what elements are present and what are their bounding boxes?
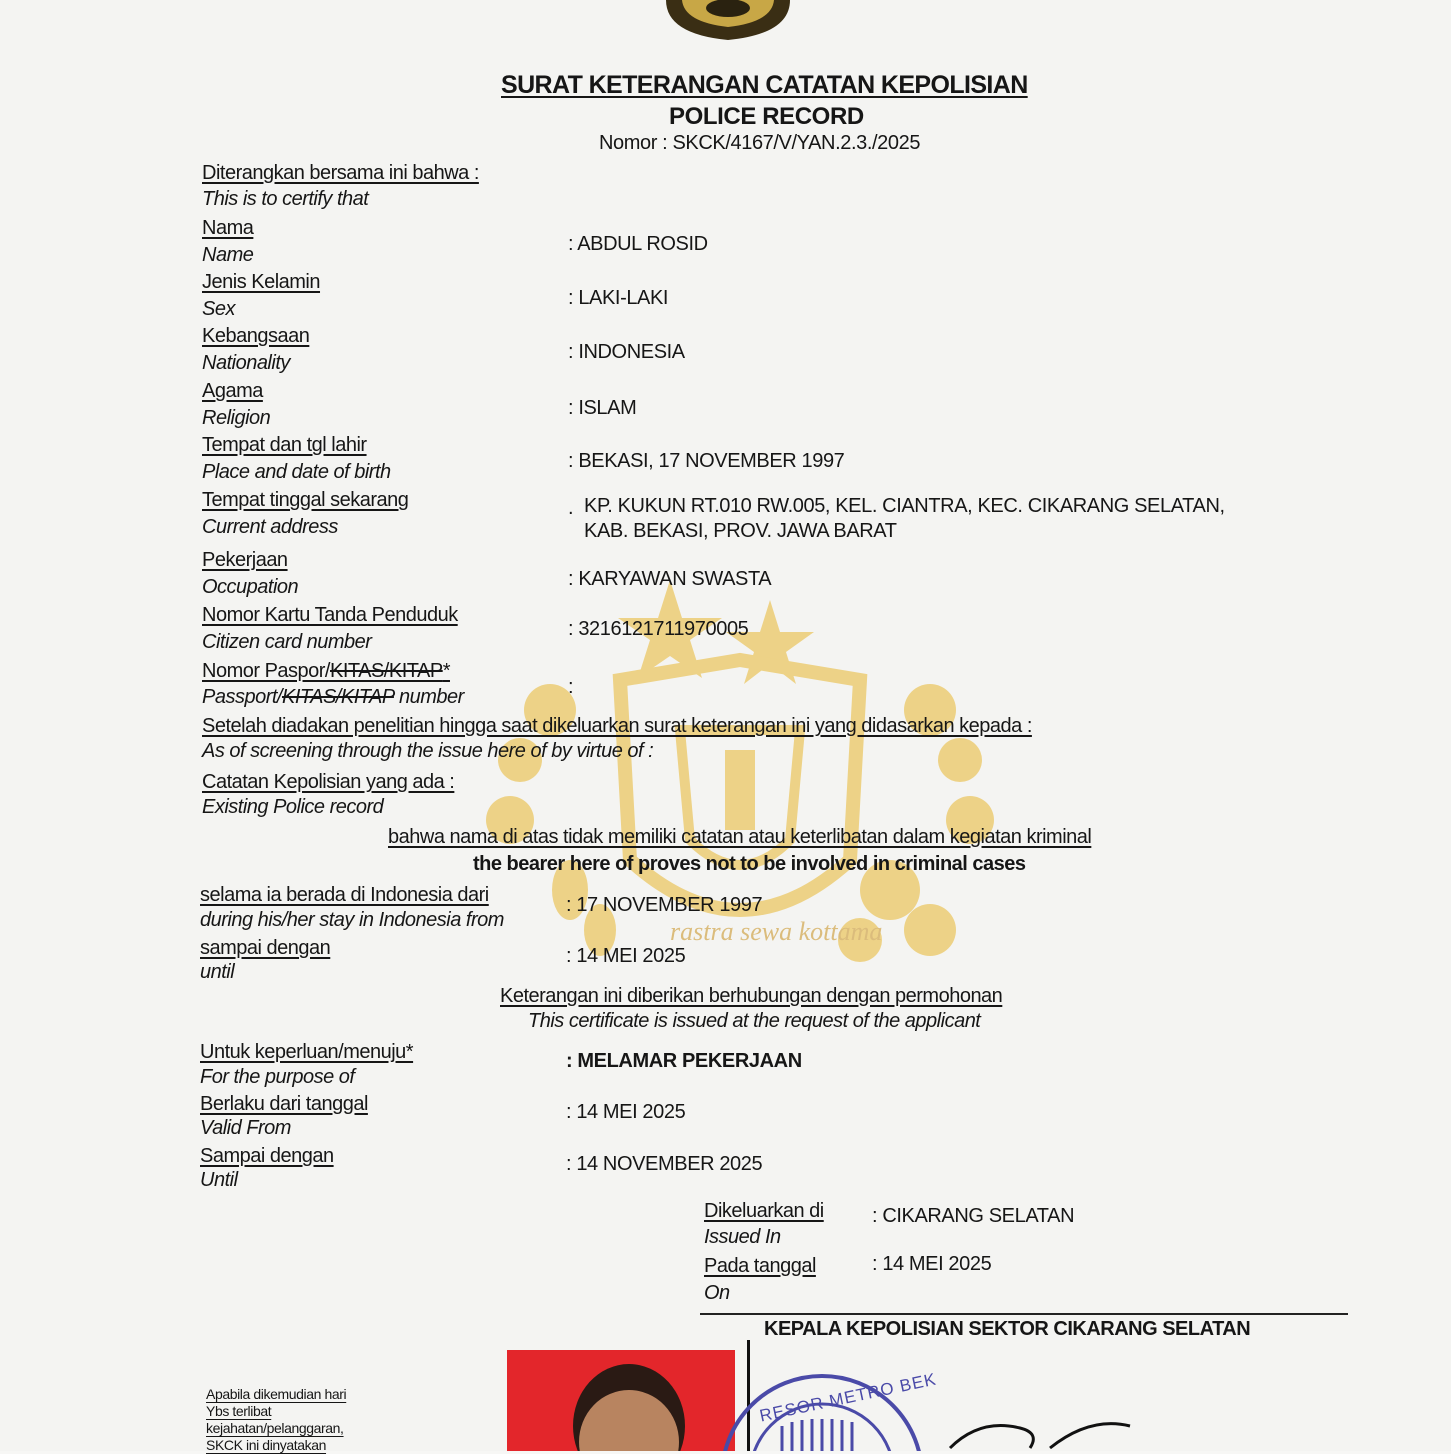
signature-divider (700, 1313, 1348, 1315)
field-label: Tempat dan tgl lahir (202, 434, 367, 456)
passport-label: Nomor Paspor/KITAS/KITAP* (202, 660, 450, 682)
field-label-en: Place and date of birth (202, 461, 391, 483)
note-line: kejahatan/pelanggaran, (206, 1420, 344, 1436)
address-value-line2: KAB. BEKASI, PROV. JAWA BARAT (584, 520, 897, 542)
birth-value: : BEKASI, 17 NOVEMBER 1997 (568, 450, 845, 472)
document-subtitle: POLICE RECORD (669, 103, 864, 130)
note-line: Apabila dikemudian hari (206, 1386, 347, 1402)
stay-until-label: sampai dengan (200, 937, 331, 959)
request-label-en: This certificate is issued at the request of the applicant (528, 1010, 981, 1032)
note-line: Ybs terlibat (206, 1403, 272, 1419)
field-label-en: Citizen card number (202, 631, 372, 653)
address-value-line1: KP. KUKUN RT.010 RW.005, KEL. CIANTRA, KEC. CIKARANG SELATAN, (584, 495, 1225, 517)
signature (940, 1408, 1140, 1451)
issued-on-label-en: On (704, 1282, 730, 1304)
document-title: SURAT KETERANGAN CATATAN KEPOLISIAN (501, 71, 1028, 99)
citizen-card-value: : 3216121711970005 (568, 618, 749, 640)
intro-label: Diterangkan bersama ini bahwa : (202, 162, 479, 184)
stay-from-value: : 17 NOVEMBER 1997 (566, 894, 763, 916)
watermark-motto: rastra sewa kottama (670, 917, 883, 946)
note-line: SKCK ini dinyatakan (206, 1437, 327, 1453)
valid-from-label: Berlaku dari tanggal (200, 1093, 368, 1115)
purpose-label: Untuk keperluan/menuju* (200, 1041, 414, 1063)
field-label-en: Religion (202, 407, 271, 429)
valid-until-value: : 14 NOVEMBER 2025 (566, 1153, 763, 1175)
religion-value: : ISLAM (568, 397, 637, 419)
field-label: Kebangsaan (202, 325, 310, 347)
field-label: Agama (202, 380, 263, 402)
address-colon: . (568, 497, 574, 519)
purpose-label-en: For the purpose of (200, 1066, 355, 1088)
record-label: Catatan Kepolisian yang ada : (202, 771, 455, 793)
signatory-title: KEPALA KEPOLISIAN SEKTOR CIKARANG SELATAN (764, 1318, 1251, 1340)
intro-label-en: This is to certify that (202, 188, 369, 210)
passport-value: : (568, 676, 574, 698)
stay-until-value: : 14 MEI 2025 (566, 945, 686, 967)
field-label-en: Current address (202, 516, 338, 538)
issued-on-label: Pada tanggal (704, 1255, 816, 1277)
nationality-value: : INDONESIA (568, 341, 685, 363)
issued-in-label: Dikeluarkan di (704, 1200, 824, 1222)
field-label-en: Occupation (202, 576, 299, 598)
occupation-value: : KARYAWAN SWASTA (568, 568, 772, 590)
record-statement-en: the bearer here of proves not to be involved in criminal cases (473, 853, 1026, 875)
issued-in-label-en: Issued In (704, 1226, 781, 1248)
field-label-en: Name (202, 244, 254, 266)
issued-in-value: : CIKARANG SELATAN (872, 1205, 1075, 1227)
field-label: Jenis Kelamin (202, 271, 321, 293)
field-label: Pekerjaan (202, 549, 288, 571)
stay-until-label-en: until (200, 961, 235, 983)
valid-from-label-en: Valid From (200, 1117, 291, 1139)
issued-on-value: : 14 MEI 2025 (872, 1253, 992, 1275)
stay-from-label-en: during his/her stay in Indonesia from (200, 909, 504, 931)
stamp-text: RESOR METRO BEK (757, 1369, 939, 1426)
field-label: Tempat tinggal sekarang (202, 489, 409, 511)
valid-until-label: Sampai dengan (200, 1145, 334, 1167)
field-label: Nomor Kartu Tanda Penduduk (202, 604, 458, 626)
purpose-value: : MELAMAR PEKERJAAN (566, 1050, 802, 1072)
screening-label-en: As of screening through the issue here of by virtue of : (202, 740, 654, 762)
stay-from-label: selama ia berada di Indonesia dari (200, 884, 489, 906)
field-label-en: Nationality (202, 352, 290, 374)
document-number: Nomor : SKCK/4167/V/YAN.2.3./2025 (599, 132, 921, 154)
screening-label: Setelah diadakan penelitian hingga saat dikeluarkan surat keterangan ini yang didasarkan kepada : (202, 715, 1032, 737)
request-label: Keterangan ini diberikan berhubungan dengan permohonan (500, 985, 1003, 1007)
record-label-en: Existing Police record (202, 796, 384, 818)
passport-label-en: Passport/KITAS/KITAP number (202, 686, 464, 708)
field-label: Nama (202, 217, 254, 239)
police-emblem-top (660, 0, 796, 44)
valid-until-label-en: Until (200, 1169, 238, 1191)
valid-from-value: : 14 MEI 2025 (566, 1101, 686, 1123)
sex-value: : LAKI-LAKI (568, 287, 669, 309)
name-value: : ABDUL ROSID (568, 233, 708, 255)
record-statement: bahwa nama di atas tidak memiliki catatan atau keterlibatan dalam kegiatan kriminal (388, 826, 1092, 848)
field-label-en: Sex (202, 298, 235, 320)
